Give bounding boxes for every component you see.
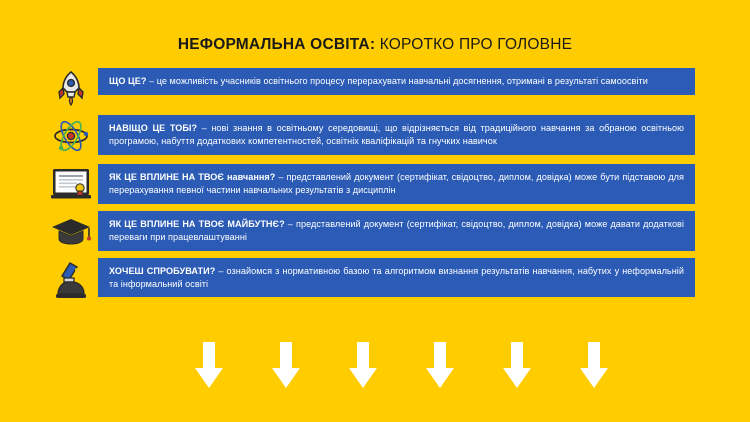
list-item-body: – представлений документ (сертифікат, свідоцтво, диплом, довідка) може бути підставою для перерахування певної частини навчальних результатів з дисциплін: [109, 172, 684, 195]
list-item-body: – ознайомся з нормативною базою та алгоритмом визнання результатів навчання, набутих у неформальній та інформальний освіті: [109, 265, 684, 289]
info-rows: [0, 68, 750, 307]
list-item-text: [98, 115, 695, 155]
page-title: [0, 36, 750, 54]
down-arrow-icon: [194, 342, 224, 388]
graduation-cap-icon: [44, 214, 98, 248]
list-item-lead: НАВІЩО ЦЕ ТОБІ?: [109, 123, 198, 133]
list-item-text: [98, 258, 695, 298]
list-item-lead: ЯК ЦЕ ВПЛИНЕ НА ТВОЄ МАЙБУТНЄ?: [109, 218, 285, 229]
list-item-body: – представлений документ (сертифікат, свідоцтво, диплом, довідка) може давати додаткові переваги при працевлаштуванні: [109, 218, 685, 242]
list-item-lead: ХОЧЕШ СПРОБУВАТИ?: [109, 265, 216, 276]
list-item: [0, 164, 750, 204]
list-item: [0, 211, 750, 251]
arrow-row: [0, 334, 750, 396]
list-item-text: [98, 211, 695, 251]
down-arrow-icon: [348, 342, 378, 388]
list-item: [0, 258, 750, 300]
list-item: [0, 115, 750, 157]
list-item: [0, 68, 750, 108]
down-arrow-icon: [425, 342, 455, 388]
list-item-body: – це можливість учасників освітнього процесу перерахувати навчальні досягнення, отримані в результаті самоосвіти: [146, 76, 648, 86]
down-arrow-icon: [579, 342, 609, 388]
list-item-text: [98, 68, 695, 95]
page-title-light: КОРОТКО ПРО ГОЛОВНЕ: [375, 36, 573, 53]
page-title-strong: НЕФОРМАЛЬНА ОСВІТА:: [177, 36, 376, 53]
down-arrow-icon: [502, 342, 532, 388]
down-arrow-icon: [271, 342, 301, 388]
list-item-lead: ЩО ЦЕ?: [109, 76, 147, 86]
list-item-body: – нові знання в освітньому середовищі, що відрізняється від традиційного навчання за обраною освітньою програмою, набуття додаткових компетентностей, освітніх кваліфікацій та гнучких навичок: [109, 123, 684, 146]
list-item-lead: ЯК ЦЕ ВПЛИНЕ НА ТВОЄ навчання?: [109, 172, 276, 182]
microscope-icon: [44, 258, 98, 300]
list-item-text: [98, 164, 695, 204]
atom-icon: [44, 115, 98, 157]
rocket-icon: [44, 68, 98, 108]
certificate-icon: [44, 165, 98, 203]
